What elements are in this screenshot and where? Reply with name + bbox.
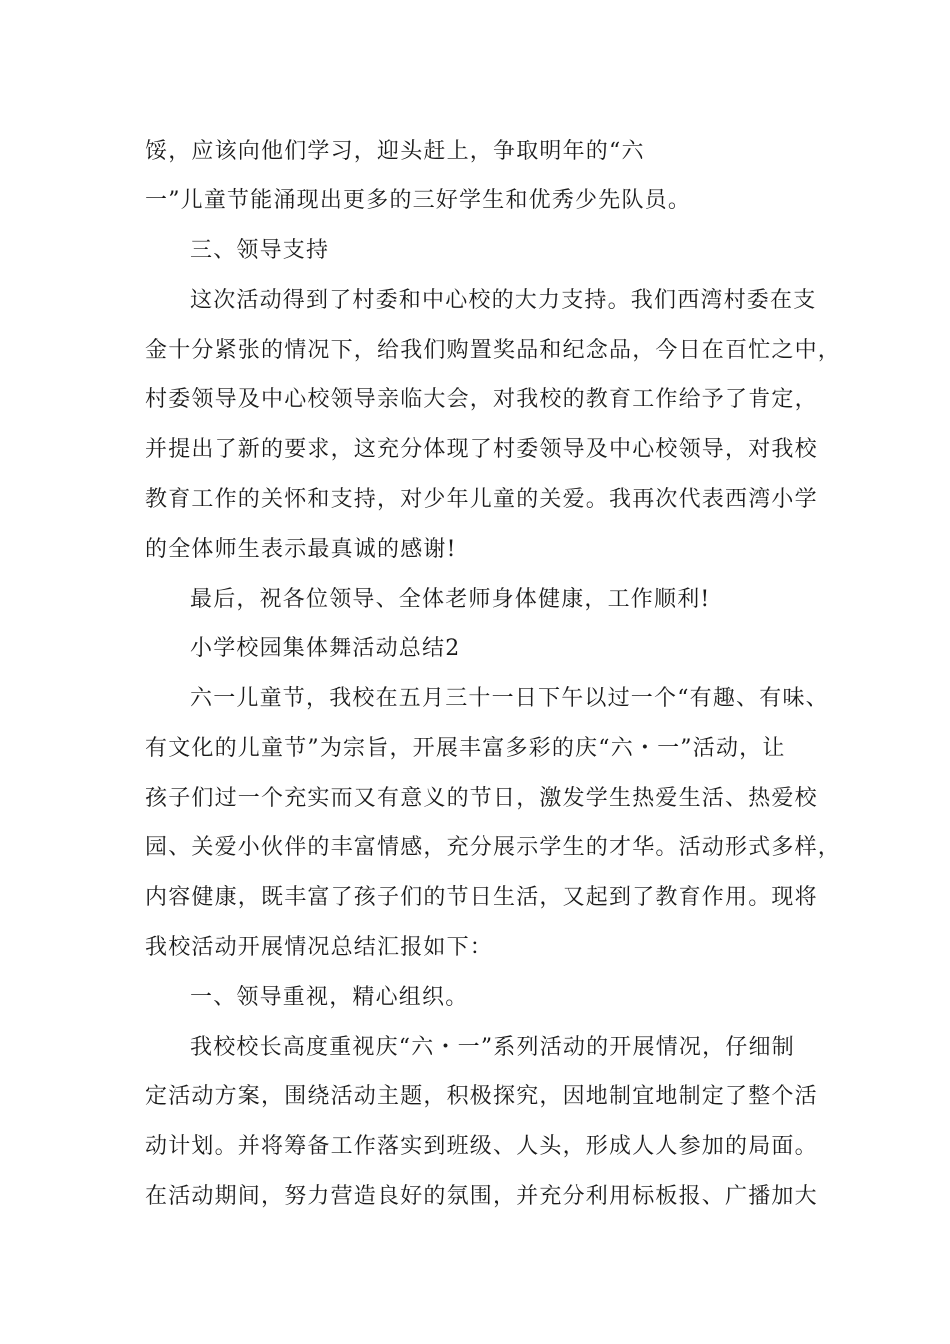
text-line: 定活动方案，围绕活动主题，积极探究，因地制宜地制定了整个活	[145, 1084, 818, 1109]
text-line: 教育工作的关怀和支持，对少年儿童的关爱。我再次代表西湾小学	[145, 487, 818, 512]
text-line: 动计划。并将筹备工作落实到班级、人头，形成人人参加的局面。	[145, 1134, 818, 1159]
text-line: 有文化的儿童节”为宗旨，开展丰富多彩的庆“六・一”活动，让	[145, 736, 786, 761]
text-line: 孩子们过一个充实而又有意义的节日，激发学生热爱生活、热爱校	[145, 786, 818, 811]
text-line: 馁，应该向他们学习，迎头赶上，争取明年的“六	[145, 139, 645, 164]
section-heading: 一、领导重视，精心组织。	[190, 985, 469, 1010]
text-line: 内容健康，既丰富了孩子们的节日生活，又起到了教育作用。现将	[145, 885, 818, 910]
document-subtitle: 小学校园集体舞活动总结2	[190, 636, 461, 661]
text-line: 园、关爱小伙伴的丰富情感，充分展示学生的才华。活动形式多样，	[145, 835, 842, 860]
text-line: 我校活动开展情况总结汇报如下：	[145, 935, 494, 960]
text-line: 的全体师生表示最真诚的感谢!	[145, 537, 457, 562]
section-heading: 三、领导支持	[190, 238, 330, 263]
text-line: 并提出了新的要求，这充分体现了村委领导及中心校领导，对我校	[145, 437, 818, 462]
text-line: 六一儿童节，我校在五月三十一日下午以过一个“有趣、有味、	[190, 686, 829, 711]
text-line: 村委领导及中心校领导亲临大会，对我校的教育工作给予了肯定，	[145, 387, 818, 412]
text-line: 我校校长高度重视庆“六・一”系列活动的开展情况，仔细制	[190, 1035, 795, 1060]
text-line: 这次活动得到了村委和中心校的大力支持。我们西湾村委在支	[190, 288, 817, 313]
text-line: 最后，祝各位领导、全体老师身体健康，工作顺利!	[190, 587, 711, 612]
text-line: 在活动期间，努力营造良好的氛围，并充分利用标板报、广播加大	[145, 1184, 818, 1209]
text-line: 一”儿童节能涌现出更多的三好学生和优秀少先队员。	[145, 188, 692, 213]
text-line: 金十分紧张的情况下，给我们购置奖品和纪念品，今日在百忙之中，	[145, 338, 842, 363]
